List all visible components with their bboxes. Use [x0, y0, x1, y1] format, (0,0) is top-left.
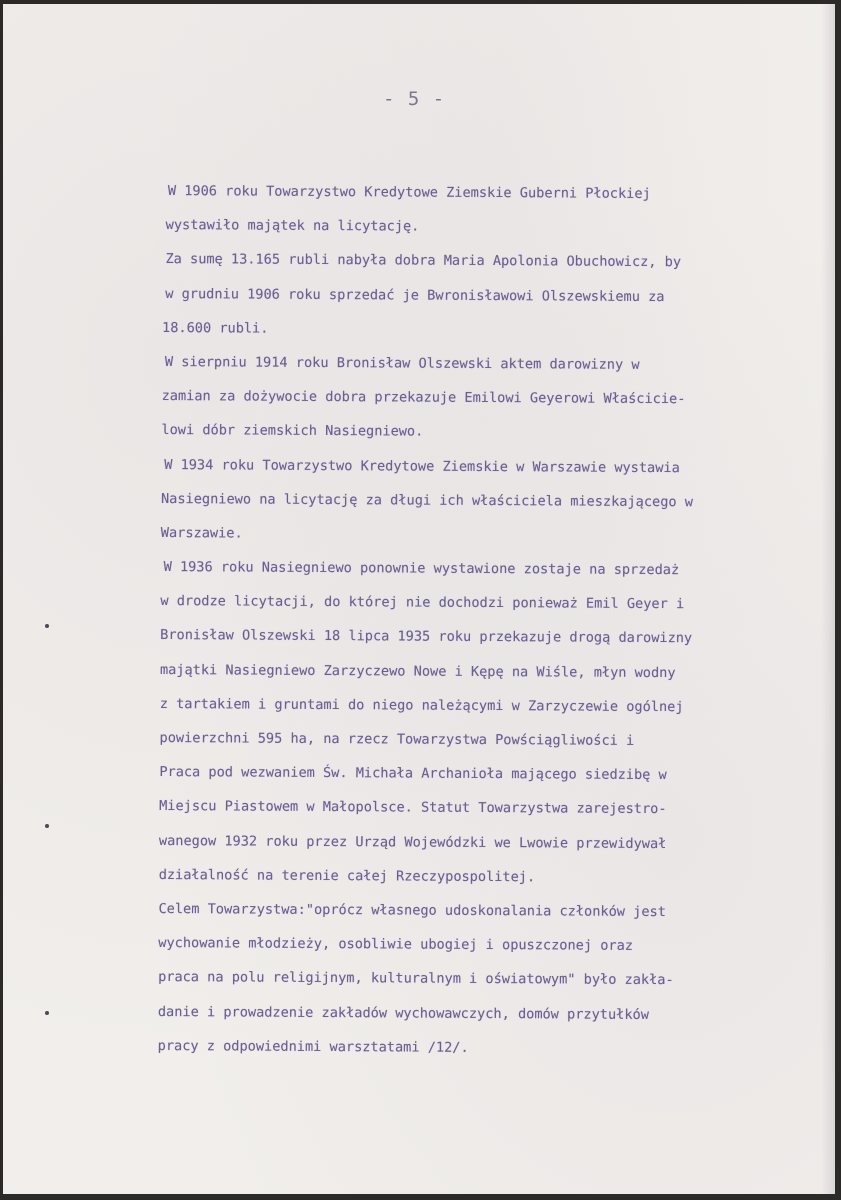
text-line: Praca pod wezwaniem Św. Michała Archanioła mającego siedzibę w [159, 764, 667, 784]
text-line: W sierpniu 1914 roku Bronisław Olszewski aktem darowizny w [164, 353, 640, 373]
text-line: wystawiło majątek na licytację. [165, 217, 420, 235]
text-line: danie i prowadzenie zakładów wychowawczych, domów przytułków [157, 1003, 649, 1023]
page-number: - 5 - [383, 88, 446, 110]
text-line: działalność na terenie całej Rzeczypospolitej. [158, 866, 536, 886]
text-line: W 1936 roku Nasiegniewo ponownie wystawione zostaje na sprzedaż [163, 559, 680, 579]
text-line: zamian za dożywocie dobra przekazuje Emilowi Geyerowi Właścicie- [161, 388, 686, 408]
text-line: pracy z odpowiednimi warsztatami /12/. [157, 1037, 469, 1056]
text-line: powierzchni 595 ha, na rzecz Towarzystwa Powściągliwości i [159, 729, 635, 749]
text-line: Miejscu Piastowem w Małopolsce. Statut Towarzystwa zarejestro- [159, 798, 667, 818]
text-line: wanegow 1932 roku przez Urząd Wojewódzki we Lwowie przewidywał [158, 832, 667, 852]
text-line: w drodze licytacji, do której nie dochodzi ponieważ Emil Geyer i [160, 593, 685, 613]
punch-mark-middle [45, 824, 49, 828]
text-line: 18.600 rubli. [162, 319, 269, 337]
text-line: w grudniu 1906 roku sprzedać je Bwronisławowi Olszewskiemu za [165, 285, 665, 305]
punch-mark-top [45, 624, 49, 628]
text-line: Warszawie. [160, 524, 243, 542]
punch-mark-bottom [45, 1011, 49, 1015]
text-line: Nasiegniewo na licytację za długi ich właściciela mieszkającego w [160, 490, 694, 510]
text-line: wychowanie młodzieży, osobliwie ubogiej i opuszczonej oraz [158, 935, 634, 955]
text-line: majątki Nasiegniewo Zarzyczewo Nowe i Kępę na Wiśle, młyn wodny [159, 661, 676, 681]
text-line: W 1934 roku Towarzystwo Kredytowe Ziemskie w Warszawie wystawia [164, 456, 680, 476]
text-line: lowi dóbr ziemskich Nasiegniewo. [161, 422, 424, 440]
text-line: Bronisław Olszewski 18 lipca 1935 roku przekazuje drogą darowizny [160, 627, 693, 647]
text-line: Celem Towarzystwa:"oprócz własnego udoskonalania członków jest [158, 900, 666, 921]
document-page [3, 4, 835, 1194]
text-line: z tartakiem i gruntami do niego należącymi w Zarzyczewie ogólnej [159, 695, 684, 716]
text-line: Za sumę 13.165 rubli nabyła dobra Maria Apolonia Obuchowicz, by [165, 251, 682, 271]
body-text [158, 174, 833, 1067]
text-line: W 1906 roku Towarzystwo Kredytowe Ziemskie Guberni Płockiej [167, 183, 651, 202]
text-line: praca na polu religijnym, kulturalnym i oświatowym" było zakła- [158, 969, 674, 989]
